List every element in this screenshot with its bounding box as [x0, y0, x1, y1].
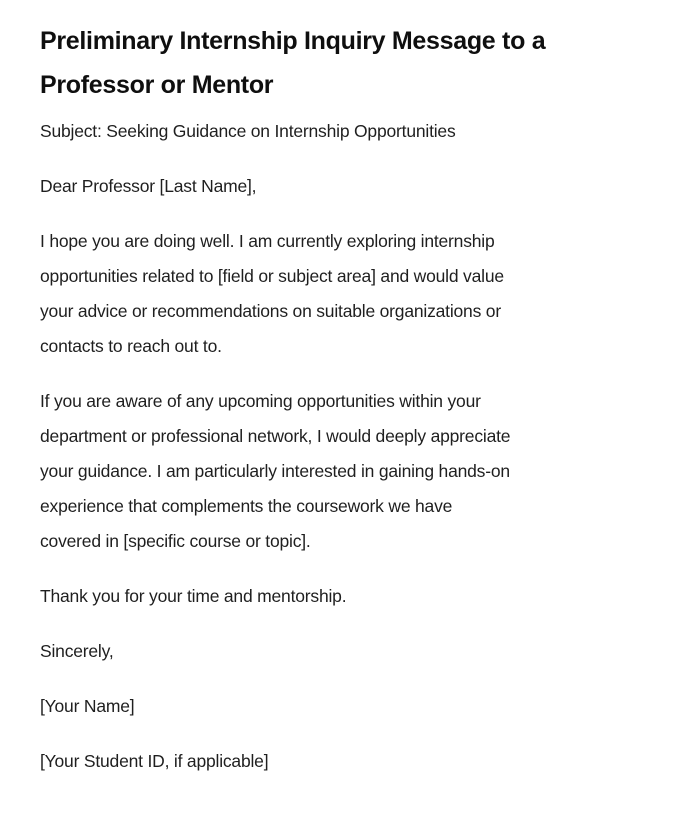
- thank-you-line: Thank you for your time and mentorship.: [40, 586, 347, 606]
- signature-id-placeholder: [Your Student ID, if applicable]: [40, 751, 269, 771]
- closing: Sincerely,: [40, 641, 114, 661]
- subject-line: Subject: Seeking Guidance on Internship Opportunities: [40, 121, 456, 141]
- page-title-line-2: Professor or Mentor: [40, 71, 274, 99]
- body-paragraph-1: I hope you are doing well. I am currently exploring internship opportunities related to [field or subject area] and would value your advice or recommendations on suitable organizations or contacts to reach out to.: [40, 231, 504, 356]
- salutation: Dear Professor [Last Name],: [40, 176, 257, 196]
- page-title-line-1: Preliminary Internship Inquiry Message to a: [40, 27, 546, 55]
- body-paragraph-2: If you are aware of any upcoming opportunities within your department or professional network, I would deeply appreciate your guidance. I am particularly interested in gaining hands-on experience that complements the coursework we have covered in [specific course or topic].: [40, 391, 511, 551]
- page-title: [40, 19, 660, 107]
- signature-name-placeholder: [Your Name]: [40, 696, 135, 716]
